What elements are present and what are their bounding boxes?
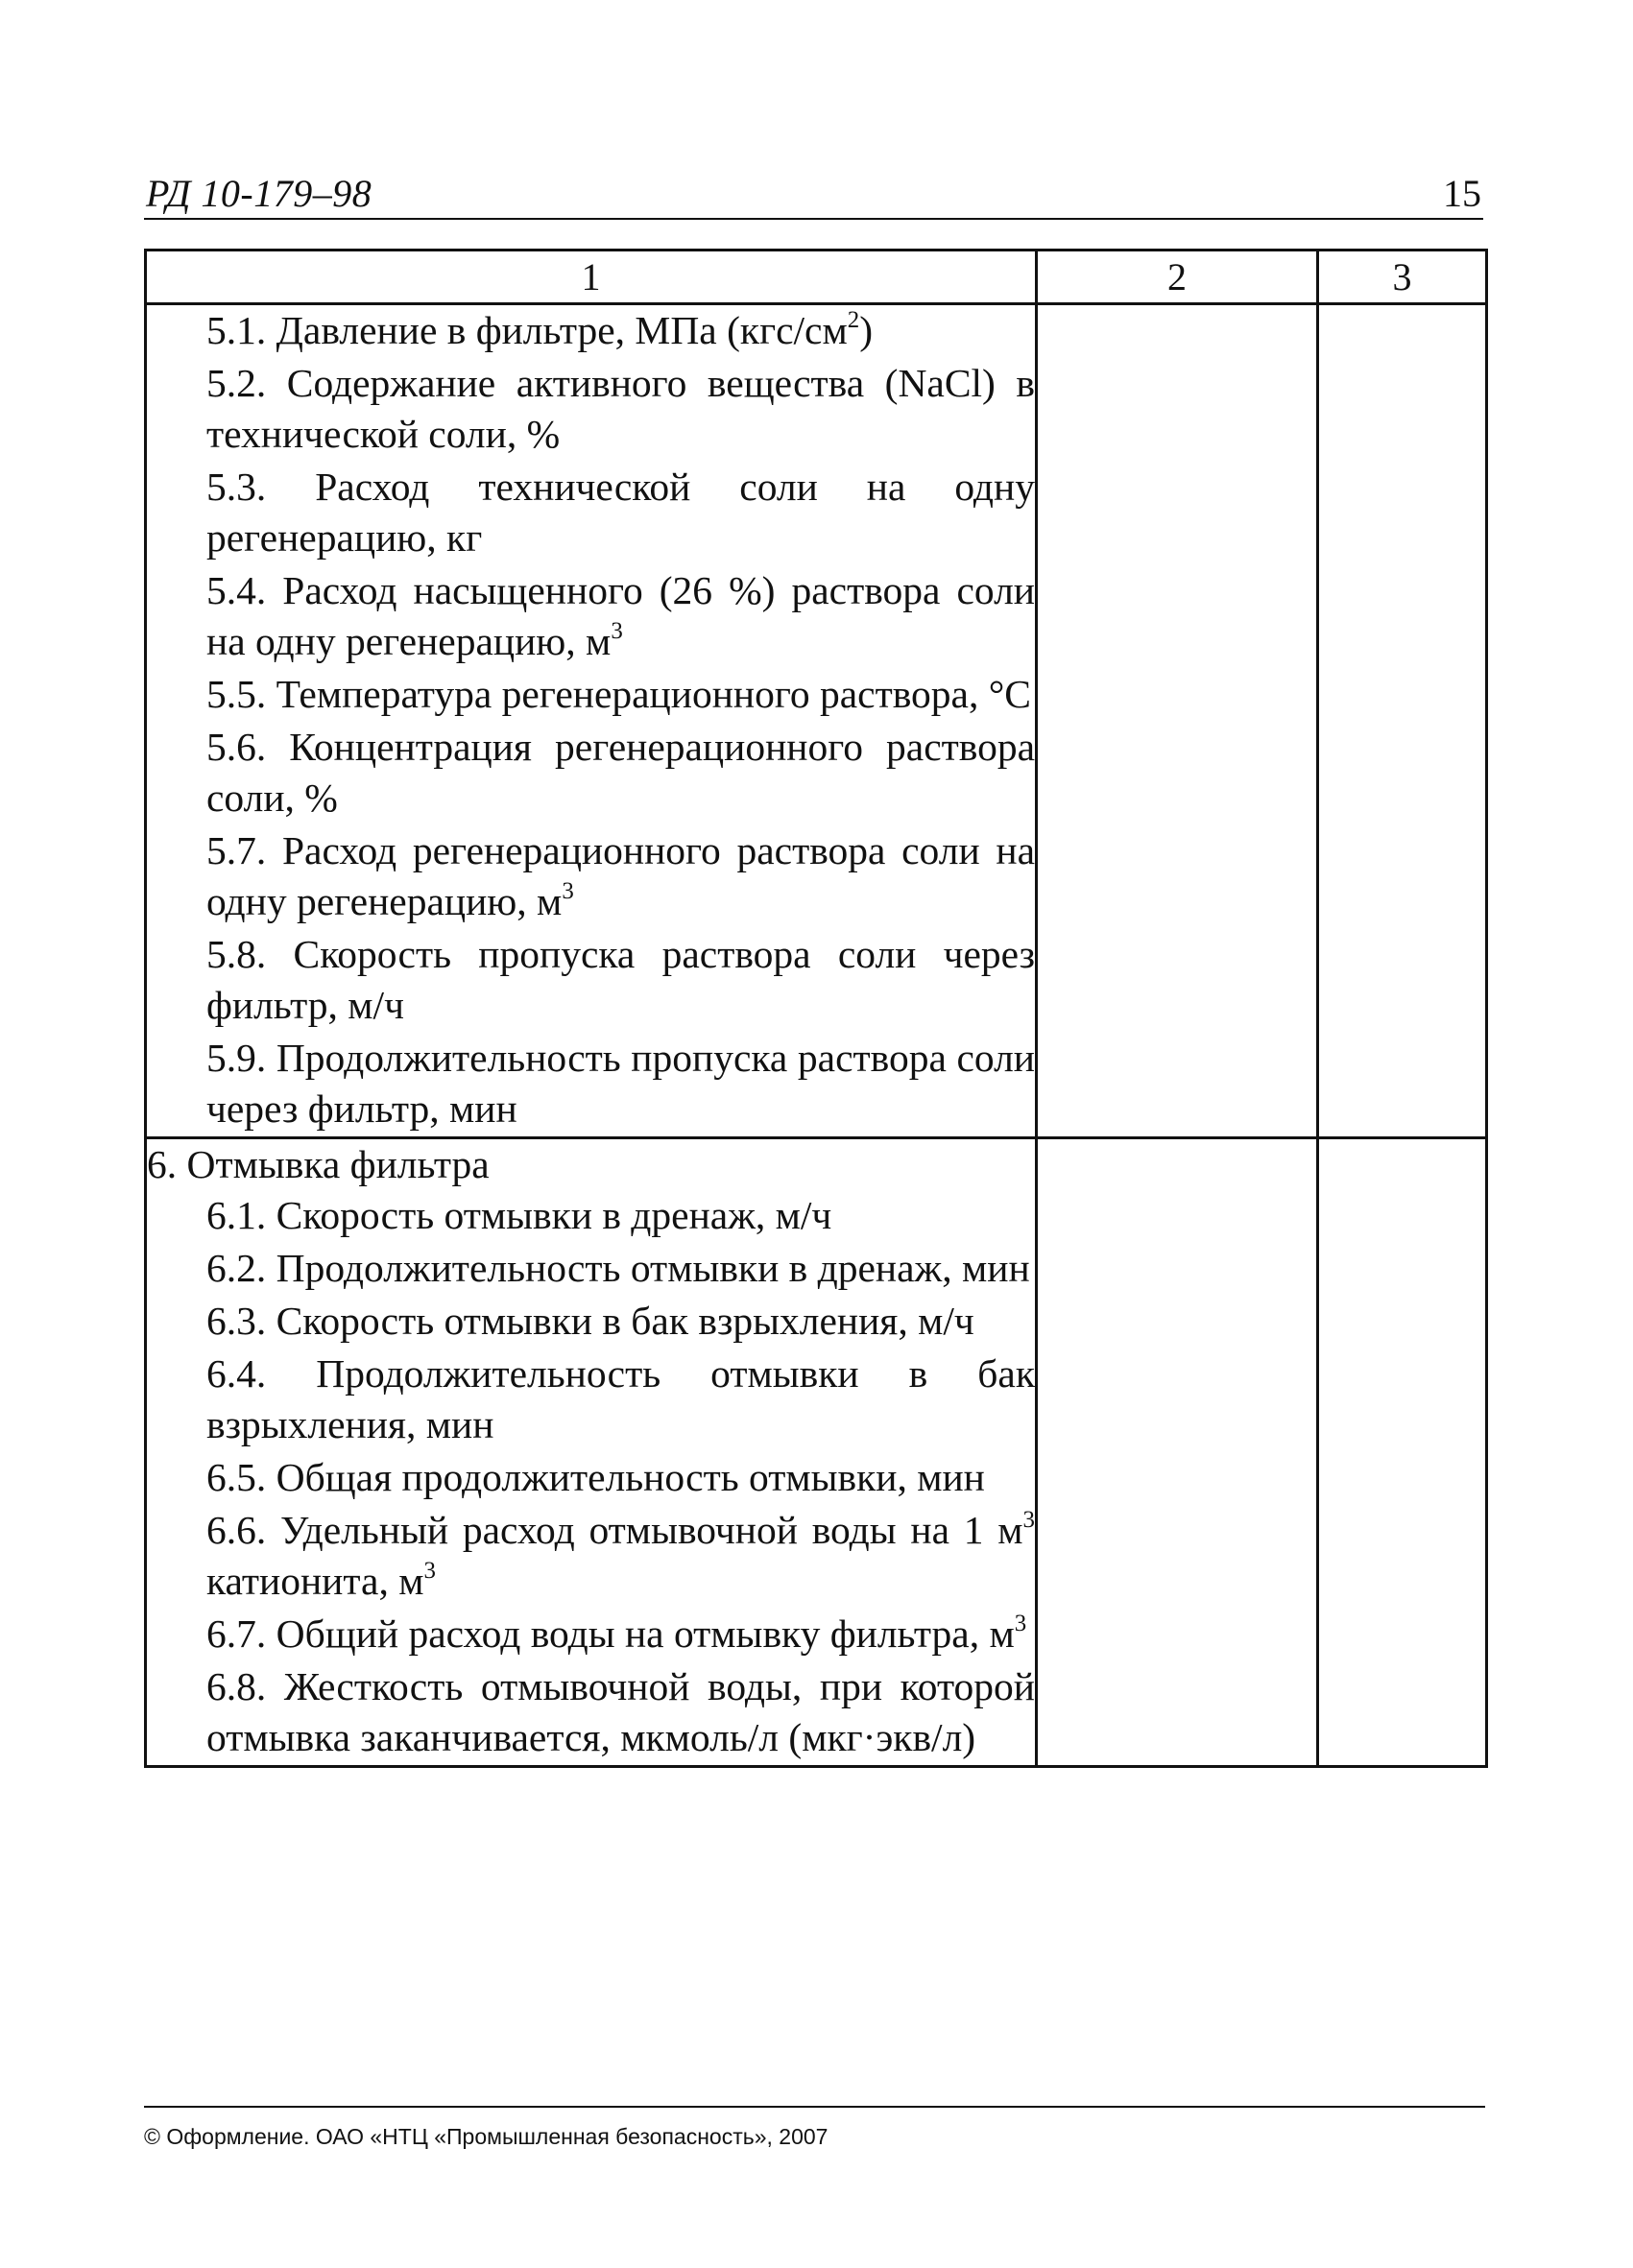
table-row-section-6	[146, 1138, 1487, 1767]
list-item: 5.9. Продолжительность пропуска раствора соли через фильтр, мин	[206, 1036, 1035, 1131]
table-row-section-5	[146, 304, 1487, 1138]
value-cell-col3	[1318, 304, 1487, 1138]
value-cell-col2	[1037, 304, 1318, 1138]
document-code: РД 10-179–98	[146, 172, 372, 215]
column-header-3: 3	[1318, 251, 1487, 304]
list-item: 6.3. Скорость отмывки в бак взрыхления, м/ч	[206, 1299, 974, 1343]
page-number: 15	[1443, 172, 1481, 215]
footer-divider	[144, 2106, 1485, 2108]
list-item: 5.6. Концентрация регенерационного раствора соли, %	[206, 725, 1035, 820]
list-item: 6.8. Жесткость отмывочной воды, при которой отмывка заканчивается, мкмоль/л (мкг·экв/л)	[206, 1664, 1035, 1759]
page-header	[144, 168, 1483, 220]
list-item: 5.7. Расход регенерационного раствора соли на одну регенерацию, $м^3$	[206, 828, 1035, 923]
list-item: 6.1. Скорость отмывки в дренаж, м/ч	[206, 1193, 832, 1237]
list-item: 5.3. Расход технической соли на одну регенерацию, кг	[206, 465, 1035, 560]
list-item: 5.5. Температура регенерационного раствора, °С	[206, 672, 1031, 716]
list-item: 6.2. Продолжительность отмывки в дренаж, мин	[206, 1246, 1030, 1290]
list-item: 6.7. Общий расход воды на отмывку фильтра, $м^3$	[206, 1610, 1027, 1656]
table-header-row	[146, 251, 1487, 304]
list-item: 5.8. Скорость пропуска раствора соли через фильтр, м/ч	[206, 932, 1035, 1027]
list-item: 5.4. Расход насыщенного (26 %) раствора соли на одну регенерацию, $м^3$	[206, 568, 1035, 663]
list-item: 6.4. Продолжительность отмывки в бак взрыхления, мин	[206, 1351, 1035, 1446]
list-item: 5.1. Давление в фильтре, МПа $(кгс/см^2)$	[206, 306, 874, 352]
value-cell-col2	[1037, 1138, 1318, 1767]
list-item: 6.6. Удельный расход отмывочной воды на 1 $м^3$ катионита, $м^3$	[206, 1506, 1035, 1603]
column-header-2: 2	[1037, 251, 1318, 304]
parameters-table	[144, 249, 1488, 1768]
list-item: 5.2. Содержание активного вещества (NaCl) в технической соли, %	[206, 361, 1035, 456]
section-5-cell	[146, 304, 1037, 1138]
section-6-cell	[146, 1138, 1037, 1767]
list-item: 6.5. Общая продолжительность отмывки, мин	[206, 1455, 985, 1499]
column-header-1: 1	[146, 251, 1037, 304]
section-title: 6. Отмывка фильтра	[147, 1142, 490, 1186]
footer-copyright: © Оформление. ОАО «НТЦ «Промышленная безопасность», 2007	[144, 2124, 829, 2149]
value-cell-col3	[1318, 1138, 1487, 1767]
